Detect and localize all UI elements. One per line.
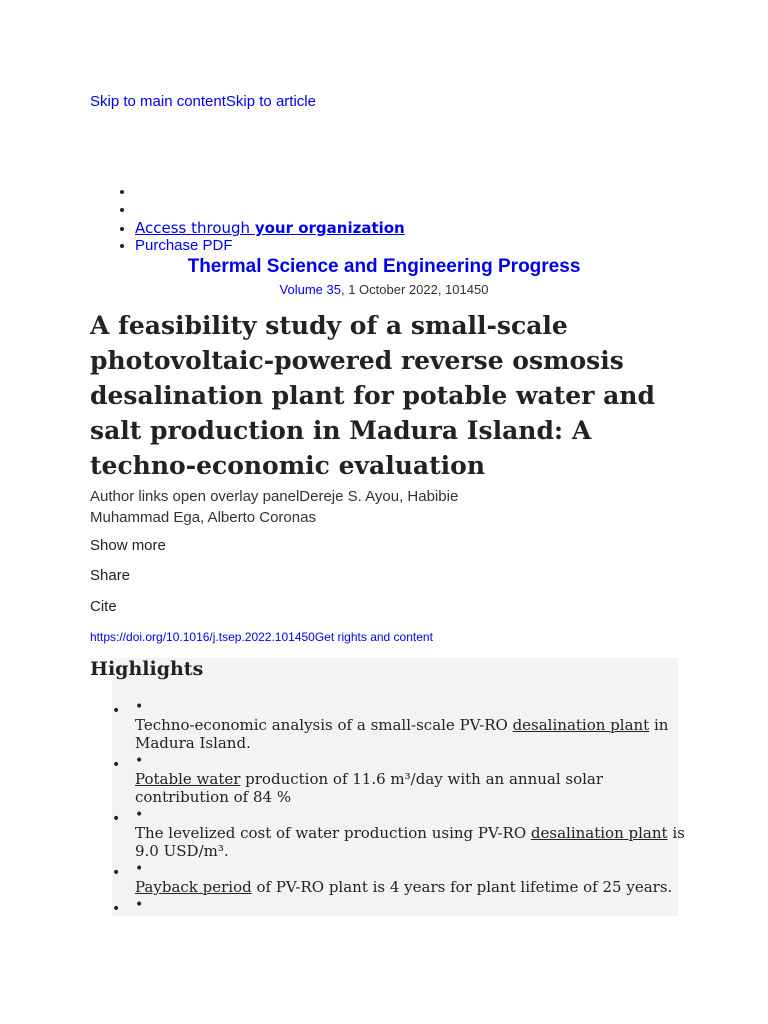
doi-link[interactable]: https://doi.org/10.1016/j.tsep.2022.101450 <box>90 630 315 644</box>
highlight-item <box>90 806 695 860</box>
bullet-icon: • <box>112 901 121 917</box>
highlight-text-post: of PV-RO plant is 4 years for plant lifetime of 25 years. <box>251 878 673 896</box>
bullet-icon: • <box>135 753 144 769</box>
bullet-icon: • <box>135 699 144 715</box>
nav-purchase-item <box>135 237 405 255</box>
bullet-icon: • <box>135 807 144 823</box>
journal-title-wrapper <box>0 256 768 278</box>
nav-empty-item-2 <box>135 201 405 219</box>
access-through-organization-link[interactable] <box>135 220 405 237</box>
highlight-item <box>90 896 695 917</box>
show-more-button[interactable]: Show more <box>90 537 166 554</box>
volume-line <box>0 282 768 298</box>
bullet-icon: • <box>112 865 121 881</box>
bullet-icon: • <box>135 897 144 913</box>
highlights-list <box>90 698 695 917</box>
highlight-text <box>135 878 695 896</box>
skip-links <box>90 93 316 111</box>
highlight-text <box>135 770 695 806</box>
author-links-button[interactable]: Author links open overlay panel <box>90 488 300 505</box>
highlight-text-post: in Madura Island. <box>135 716 669 752</box>
nav-empty-item-1 <box>135 183 405 201</box>
bullet-icon: • <box>135 861 144 877</box>
authors-names[interactable]: Dereje S. Ayou, Habibie Muhammad Ega, Alberto Coronas <box>90 488 459 526</box>
article-title: A feasibility study of a small-scale photovoltaic-powered reverse osmosis desalination plant for potable water and salt production in Madura Island: A techno-economic evaluation <box>90 311 655 480</box>
bullet-icon: • <box>112 703 121 719</box>
highlight-item <box>90 752 695 806</box>
highlight-term-link[interactable]: desalination plant <box>512 716 650 734</box>
highlights-heading: Highlights <box>90 658 204 680</box>
get-rights-link[interactable]: Get rights and content <box>314 630 433 644</box>
cite-button[interactable]: Cite <box>90 598 117 615</box>
bullet-icon: • <box>112 757 121 773</box>
journal-title-link[interactable]: Thermal Science and Engineering Progress <box>187 256 581 277</box>
highlight-term-link[interactable]: Potable water <box>135 770 241 788</box>
highlight-term-link[interactable]: Payback period <box>135 878 252 896</box>
highlight-text <box>135 824 695 860</box>
doi-line <box>90 629 433 645</box>
highlight-text-pre: The levelized cost of water production using PV-RO <box>135 824 531 842</box>
highlight-text-post: production of 11.6 m³/day with an annual solar contribution of 84 % <box>135 770 604 806</box>
highlight-term-link[interactable]: desalination plant <box>530 824 668 842</box>
highlight-text-post: is 9.0 USD/m³. <box>135 824 685 860</box>
access-prefix-text: Access through <box>135 219 255 237</box>
highlight-text-pre: Techno-economic analysis of a small-scale PV-RO <box>135 716 513 734</box>
author-list <box>90 486 490 528</box>
volume-link[interactable]: Volume 35 <box>279 282 341 297</box>
highlight-text <box>135 716 695 752</box>
access-org-text: your organization <box>254 219 405 237</box>
highlight-item <box>90 698 695 752</box>
top-nav <box>90 183 405 255</box>
highlight-item <box>90 860 695 896</box>
volume-date-info: , 1 October 2022, 101450 <box>340 282 489 297</box>
bullet-icon: • <box>112 811 121 827</box>
skip-to-article-link[interactable]: Skip to article <box>225 93 316 110</box>
purchase-pdf-link[interactable]: Purchase PDF <box>135 237 233 254</box>
share-button[interactable]: Share <box>90 567 131 584</box>
skip-to-main-content-link[interactable]: Skip to main content <box>90 93 226 110</box>
nav-access-item <box>135 219 405 237</box>
